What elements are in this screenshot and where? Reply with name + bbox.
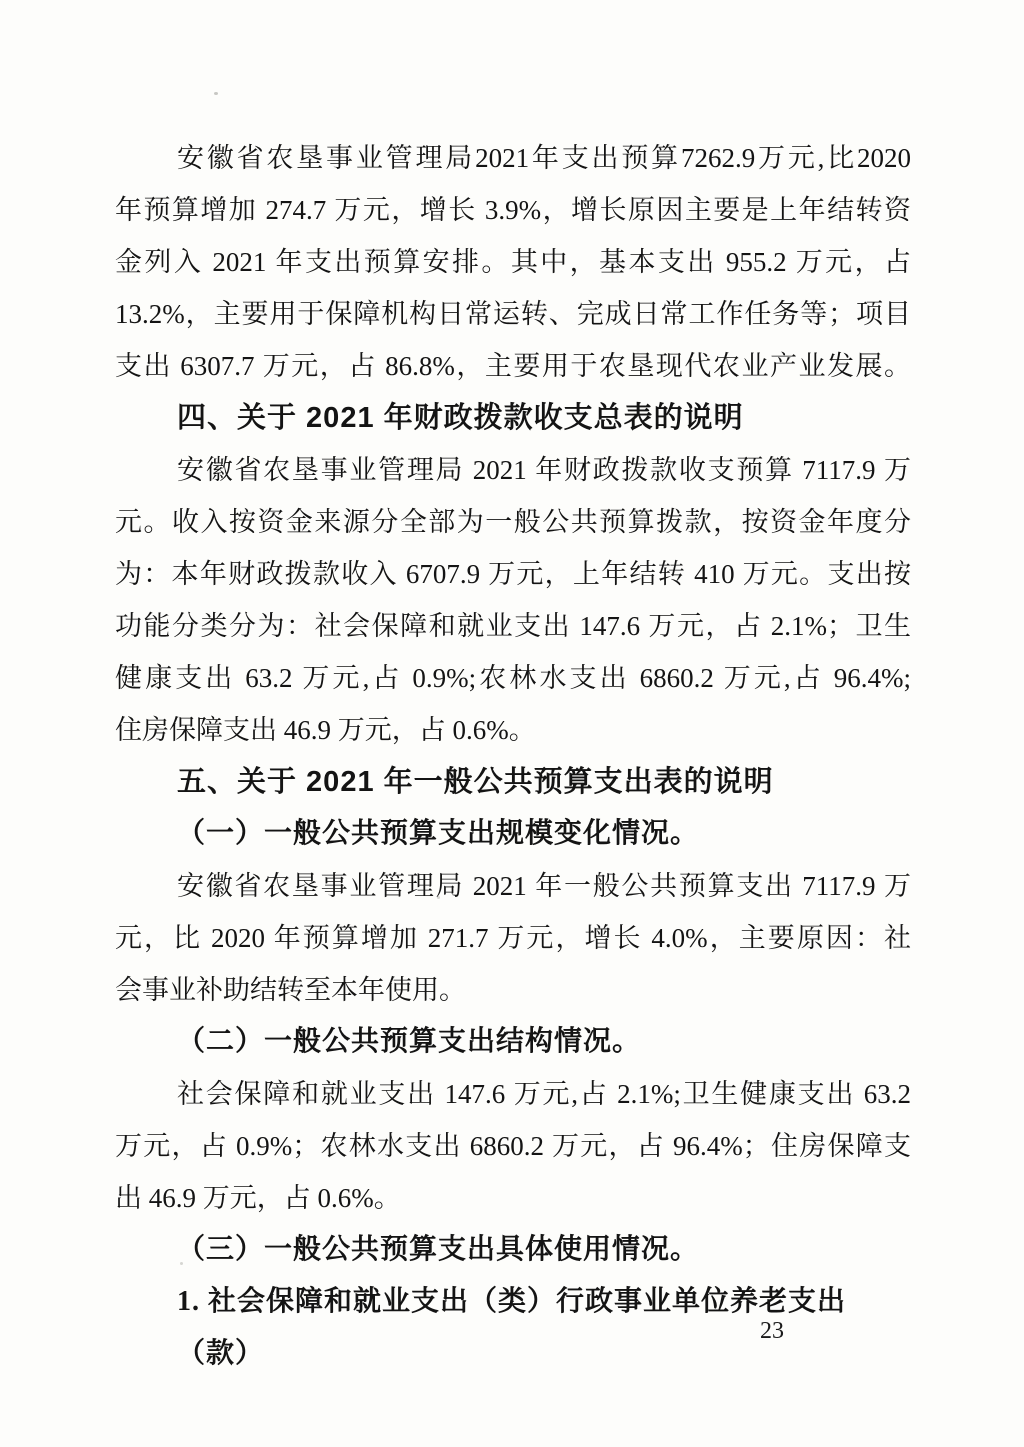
subsection-heading: （三）一般公共预算支出具体使用情况。 — [177, 1234, 700, 1265]
subsection-heading: 1. 社会保障和就业支出（类）行政事业单位养老支出（款） — [177, 1286, 847, 1369]
body-text-line: 元，比 2020 年预算增加 271.7 万元，增长 4.0%，主要原因：社 — [115, 923, 911, 953]
body-text-line: 支出 6307.7 万元，占 86.8%，主要用于农垦现代农业产业发展。 — [115, 351, 911, 381]
body-text-line: 万元，占 0.9%；农林水支出 6860.2 万元，占 96.4%；住房保障支 — [115, 1131, 911, 1161]
body-text-line: 元。收入按资金来源分全部为一般公共预算拨款，按资金年度分 — [115, 507, 911, 537]
section-heading: 五、关于 2021 年一般公共预算支出表的说明 — [177, 766, 774, 798]
body-text-line: 会事业补助结转至本年使用。 — [115, 975, 466, 1005]
subsection-heading: （一）一般公共预算支出规模变化情况。 — [177, 818, 700, 849]
body-text-line: 出 46.9 万元，占 0.6%。 — [115, 1183, 401, 1213]
body-text-line: 安徽省农垦事业管理局 2021 年财政拨款收支预算 7117.9 万 — [177, 455, 911, 485]
body-text-line: 社会保障和就业支出 147.6 万元,占 2.1%;卫生健康支出 63.2 — [177, 1079, 911, 1109]
body-text-line: 安徽省农垦事业管理局 2021 年一般公共预算支出 7117.9 万 — [177, 871, 911, 901]
body-text-line: 为：本年财政拨款收入 6707.9 万元，上年结转 410 万元。支出按 — [115, 559, 911, 589]
body-text-line: 安徽省农垦事业管理局2021年支出预算7262.9万元,比2020 — [177, 143, 911, 173]
section-heading: 四、关于 2021 年财政拨款收支总表的说明 — [177, 402, 744, 434]
body-text-line: 功能分类分为：社会保障和就业支出 147.6 万元，占 2.1%；卫生 — [115, 611, 911, 641]
body-text-line: 健康支出 63.2 万元,占 0.9%;农林水支出 6860.2 万元,占 96.4%; — [115, 663, 911, 693]
subsection-heading: （二）一般公共预算支出结构情况。 — [177, 1026, 642, 1057]
body-text-line: 金列入 2021 年支出预算安排。其中，基本支出 955.2 万元，占 — [115, 247, 911, 277]
scan-speck — [214, 92, 218, 95]
body-text-line: 13.2%，主要用于保障机构日常运转、完成日常工作任务等；项目 — [115, 299, 911, 329]
body-text-line: 年预算增加 274.7 万元，增长 3.9%，增长原因主要是上年结转资 — [115, 195, 911, 225]
page-number: 23 — [760, 1318, 784, 1344]
body-text-line: 住房保障支出 46.9 万元，占 0.6%。 — [115, 715, 536, 745]
